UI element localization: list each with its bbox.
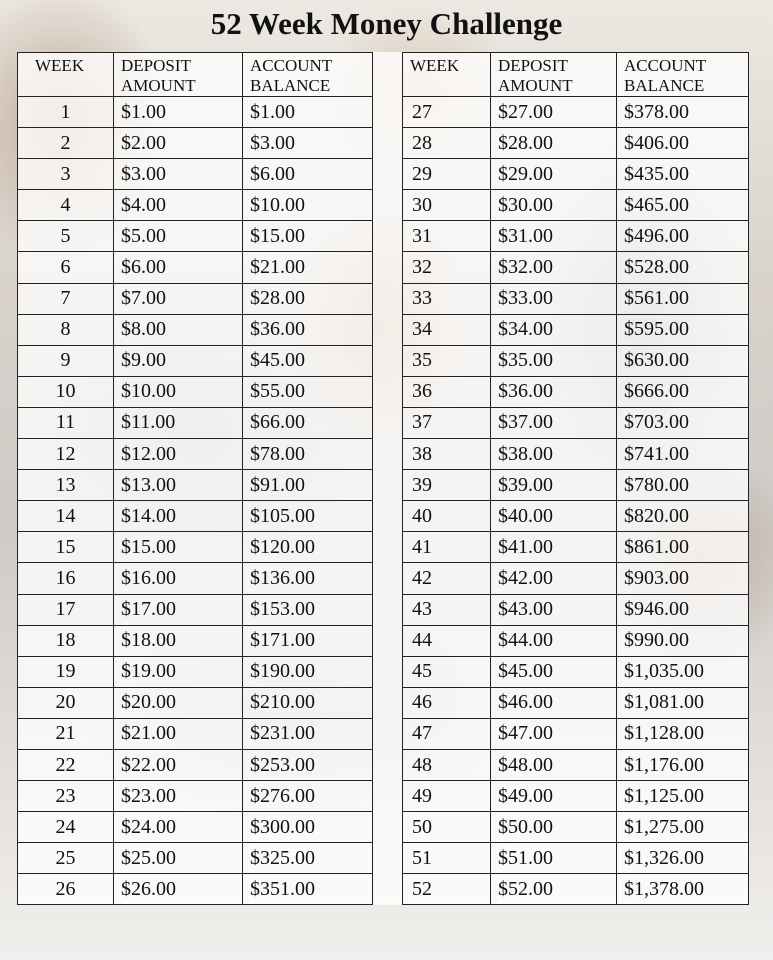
page-title: 52 Week Money Challenge (210, 6, 563, 41)
left-week-cell: 1 (18, 97, 114, 128)
right-week-cell: 50 (403, 812, 491, 843)
column-gap (373, 843, 403, 874)
right-deposit-cell: $42.00 (491, 563, 617, 594)
right-deposit-cell: $45.00 (491, 656, 617, 687)
table-row (18, 97, 749, 128)
deposit-header: DEPOSIT AMOUNT (491, 53, 617, 97)
left-balance-cell: $300.00 (243, 812, 373, 843)
column-gap (373, 812, 403, 843)
table-row (18, 625, 749, 656)
left-balance-cell: $153.00 (243, 594, 373, 625)
table-row (18, 470, 749, 501)
table-row (18, 376, 749, 407)
column-gap (373, 749, 403, 780)
table-row (18, 781, 749, 812)
balance-header: ACCOUNT BALANCE (243, 53, 373, 97)
right-week-cell: 27 (403, 97, 491, 128)
right-balance-cell: $1,176.00 (617, 749, 749, 780)
table-row (18, 128, 749, 159)
left-deposit-cell: $15.00 (114, 532, 243, 563)
table-body (18, 97, 749, 905)
right-week-cell: 41 (403, 532, 491, 563)
column-gap (373, 128, 403, 159)
left-deposit-cell: $23.00 (114, 781, 243, 812)
column-gap (373, 687, 403, 718)
right-deposit-cell: $30.00 (491, 190, 617, 221)
left-deposit-cell: $7.00 (114, 283, 243, 314)
table-row (18, 718, 749, 749)
right-deposit-cell: $35.00 (491, 345, 617, 376)
left-deposit-cell: $6.00 (114, 252, 243, 283)
left-deposit-cell: $19.00 (114, 656, 243, 687)
right-balance-cell: $1,128.00 (617, 718, 749, 749)
right-balance-cell: $990.00 (617, 625, 749, 656)
left-week-cell: 4 (18, 190, 114, 221)
right-week-cell: 46 (403, 687, 491, 718)
column-gap (373, 252, 403, 283)
left-balance-cell: $91.00 (243, 470, 373, 501)
right-balance-cell: $1,125.00 (617, 781, 749, 812)
left-balance-cell: $66.00 (243, 407, 373, 438)
left-balance-cell: $78.00 (243, 439, 373, 470)
left-week-cell: 18 (18, 625, 114, 656)
left-balance-cell: $10.00 (243, 190, 373, 221)
right-deposit-cell: $29.00 (491, 159, 617, 190)
left-balance-cell: $21.00 (243, 252, 373, 283)
column-gap (373, 625, 403, 656)
header-row (18, 53, 749, 97)
left-week-cell: 14 (18, 501, 114, 532)
column-gap (373, 439, 403, 470)
left-week-cell: 26 (18, 874, 114, 905)
right-balance-cell: $406.00 (617, 128, 749, 159)
left-balance-cell: $1.00 (243, 97, 373, 128)
right-balance-cell: $1,081.00 (617, 687, 749, 718)
challenge-table (17, 52, 749, 905)
left-week-cell: 23 (18, 781, 114, 812)
left-deposit-cell: $18.00 (114, 625, 243, 656)
right-deposit-cell: $28.00 (491, 128, 617, 159)
right-deposit-cell: $33.00 (491, 283, 617, 314)
column-gap (373, 501, 403, 532)
left-deposit-cell: $26.00 (114, 874, 243, 905)
right-balance-cell: $630.00 (617, 345, 749, 376)
left-balance-cell: $253.00 (243, 749, 373, 780)
left-week-cell: 24 (18, 812, 114, 843)
right-balance-cell: $561.00 (617, 283, 749, 314)
right-balance-cell: $1,035.00 (617, 656, 749, 687)
table-row (18, 190, 749, 221)
right-week-cell: 29 (403, 159, 491, 190)
right-deposit-cell: $39.00 (491, 470, 617, 501)
right-deposit-cell: $41.00 (491, 532, 617, 563)
right-balance-cell: $780.00 (617, 470, 749, 501)
left-balance-cell: $136.00 (243, 563, 373, 594)
right-week-cell: 47 (403, 718, 491, 749)
left-deposit-cell: $11.00 (114, 407, 243, 438)
left-balance-cell: $6.00 (243, 159, 373, 190)
right-balance-cell: $378.00 (617, 97, 749, 128)
right-deposit-cell: $50.00 (491, 812, 617, 843)
left-week-cell: 2 (18, 128, 114, 159)
column-gap (373, 97, 403, 128)
table-row (18, 345, 749, 376)
right-deposit-cell: $44.00 (491, 625, 617, 656)
right-week-cell: 45 (403, 656, 491, 687)
column-gap (373, 221, 403, 252)
right-deposit-cell: $32.00 (491, 252, 617, 283)
left-deposit-cell: $24.00 (114, 812, 243, 843)
right-balance-cell: $465.00 (617, 190, 749, 221)
right-balance-cell: $946.00 (617, 594, 749, 625)
left-week-cell: 9 (18, 345, 114, 376)
week-header: WEEK (18, 53, 114, 97)
left-week-cell: 25 (18, 843, 114, 874)
right-balance-cell: $820.00 (617, 501, 749, 532)
right-deposit-cell: $38.00 (491, 439, 617, 470)
right-week-cell: 44 (403, 625, 491, 656)
left-balance-cell: $351.00 (243, 874, 373, 905)
column-gap (373, 407, 403, 438)
left-week-cell: 17 (18, 594, 114, 625)
deposit-header: DEPOSIT AMOUNT (114, 53, 243, 97)
left-deposit-cell: $16.00 (114, 563, 243, 594)
left-week-cell: 7 (18, 283, 114, 314)
column-gap (373, 345, 403, 376)
table-row (18, 221, 749, 252)
left-week-cell: 16 (18, 563, 114, 594)
column-gap (373, 470, 403, 501)
column-gap (373, 656, 403, 687)
left-week-cell: 3 (18, 159, 114, 190)
right-week-cell: 36 (403, 376, 491, 407)
right-balance-cell: $741.00 (617, 439, 749, 470)
right-deposit-cell: $51.00 (491, 843, 617, 874)
left-deposit-cell: $10.00 (114, 376, 243, 407)
left-deposit-cell: $22.00 (114, 749, 243, 780)
left-deposit-cell: $5.00 (114, 221, 243, 252)
column-gap (373, 718, 403, 749)
left-balance-cell: $28.00 (243, 283, 373, 314)
left-deposit-cell: $4.00 (114, 190, 243, 221)
left-deposit-cell: $20.00 (114, 687, 243, 718)
right-week-cell: 42 (403, 563, 491, 594)
left-week-cell: 10 (18, 376, 114, 407)
left-balance-cell: $120.00 (243, 532, 373, 563)
column-gap (373, 53, 403, 97)
table-row (18, 439, 749, 470)
right-balance-cell: $861.00 (617, 532, 749, 563)
right-week-cell: 38 (403, 439, 491, 470)
left-week-cell: 11 (18, 407, 114, 438)
right-week-cell: 33 (403, 283, 491, 314)
right-deposit-cell: $37.00 (491, 407, 617, 438)
left-week-cell: 8 (18, 314, 114, 345)
left-deposit-cell: $21.00 (114, 718, 243, 749)
right-balance-cell: $666.00 (617, 376, 749, 407)
left-balance-cell: $105.00 (243, 501, 373, 532)
right-deposit-cell: $36.00 (491, 376, 617, 407)
right-week-cell: 34 (403, 314, 491, 345)
left-deposit-cell: $9.00 (114, 345, 243, 376)
left-balance-cell: $325.00 (243, 843, 373, 874)
week-header: WEEK (403, 53, 491, 97)
table-row (18, 749, 749, 780)
right-balance-cell: $703.00 (617, 407, 749, 438)
right-balance-cell: $435.00 (617, 159, 749, 190)
left-balance-cell: $210.00 (243, 687, 373, 718)
right-balance-cell: $1,326.00 (617, 843, 749, 874)
right-deposit-cell: $52.00 (491, 874, 617, 905)
left-deposit-cell: $1.00 (114, 97, 243, 128)
left-week-cell: 19 (18, 656, 114, 687)
right-week-cell: 51 (403, 843, 491, 874)
left-week-cell: 13 (18, 470, 114, 501)
right-balance-cell: $903.00 (617, 563, 749, 594)
left-week-cell: 6 (18, 252, 114, 283)
right-week-cell: 37 (403, 407, 491, 438)
right-balance-cell: $1,275.00 (617, 812, 749, 843)
table-row (18, 252, 749, 283)
table-row (18, 563, 749, 594)
right-deposit-cell: $47.00 (491, 718, 617, 749)
right-week-cell: 31 (403, 221, 491, 252)
table-row (18, 532, 749, 563)
table-row (18, 656, 749, 687)
left-balance-cell: $276.00 (243, 781, 373, 812)
left-deposit-cell: $8.00 (114, 314, 243, 345)
column-gap (373, 376, 403, 407)
left-week-cell: 22 (18, 749, 114, 780)
left-week-cell: 5 (18, 221, 114, 252)
left-balance-cell: $171.00 (243, 625, 373, 656)
left-week-cell: 20 (18, 687, 114, 718)
right-week-cell: 48 (403, 749, 491, 780)
left-week-cell: 21 (18, 718, 114, 749)
column-gap (373, 532, 403, 563)
left-balance-cell: $190.00 (243, 656, 373, 687)
right-week-cell: 49 (403, 781, 491, 812)
column-gap (373, 314, 403, 345)
table-row (18, 687, 749, 718)
right-week-cell: 40 (403, 501, 491, 532)
table-row (18, 812, 749, 843)
left-balance-cell: $231.00 (243, 718, 373, 749)
right-balance-cell: $496.00 (617, 221, 749, 252)
table-row (18, 314, 749, 345)
left-balance-cell: $45.00 (243, 345, 373, 376)
left-week-cell: 12 (18, 439, 114, 470)
left-balance-cell: $3.00 (243, 128, 373, 159)
right-week-cell: 39 (403, 470, 491, 501)
right-week-cell: 35 (403, 345, 491, 376)
right-week-cell: 30 (403, 190, 491, 221)
left-week-cell: 15 (18, 532, 114, 563)
right-deposit-cell: $31.00 (491, 221, 617, 252)
table-row (18, 501, 749, 532)
left-deposit-cell: $14.00 (114, 501, 243, 532)
column-gap (373, 190, 403, 221)
left-deposit-cell: $25.00 (114, 843, 243, 874)
column-gap (373, 283, 403, 314)
right-deposit-cell: $48.00 (491, 749, 617, 780)
table-row (18, 874, 749, 905)
left-deposit-cell: $12.00 (114, 439, 243, 470)
balance-header: ACCOUNT BALANCE (617, 53, 749, 97)
right-week-cell: 28 (403, 128, 491, 159)
column-gap (373, 781, 403, 812)
left-balance-cell: $36.00 (243, 314, 373, 345)
column-gap (373, 159, 403, 190)
column-gap (373, 563, 403, 594)
right-week-cell: 32 (403, 252, 491, 283)
column-gap (373, 874, 403, 905)
left-balance-cell: $15.00 (243, 221, 373, 252)
table-row (18, 594, 749, 625)
right-week-cell: 43 (403, 594, 491, 625)
left-deposit-cell: $3.00 (114, 159, 243, 190)
table-row (18, 159, 749, 190)
right-balance-cell: $595.00 (617, 314, 749, 345)
right-deposit-cell: $40.00 (491, 501, 617, 532)
right-balance-cell: $528.00 (617, 252, 749, 283)
left-deposit-cell: $2.00 (114, 128, 243, 159)
right-week-cell: 52 (403, 874, 491, 905)
table-row (18, 843, 749, 874)
left-deposit-cell: $13.00 (114, 470, 243, 501)
left-balance-cell: $55.00 (243, 376, 373, 407)
table-row (18, 407, 749, 438)
right-deposit-cell: $34.00 (491, 314, 617, 345)
left-deposit-cell: $17.00 (114, 594, 243, 625)
table-row (18, 283, 749, 314)
right-deposit-cell: $27.00 (491, 97, 617, 128)
right-deposit-cell: $43.00 (491, 594, 617, 625)
right-balance-cell: $1,378.00 (617, 874, 749, 905)
right-deposit-cell: $46.00 (491, 687, 617, 718)
right-deposit-cell: $49.00 (491, 781, 617, 812)
column-gap (373, 594, 403, 625)
